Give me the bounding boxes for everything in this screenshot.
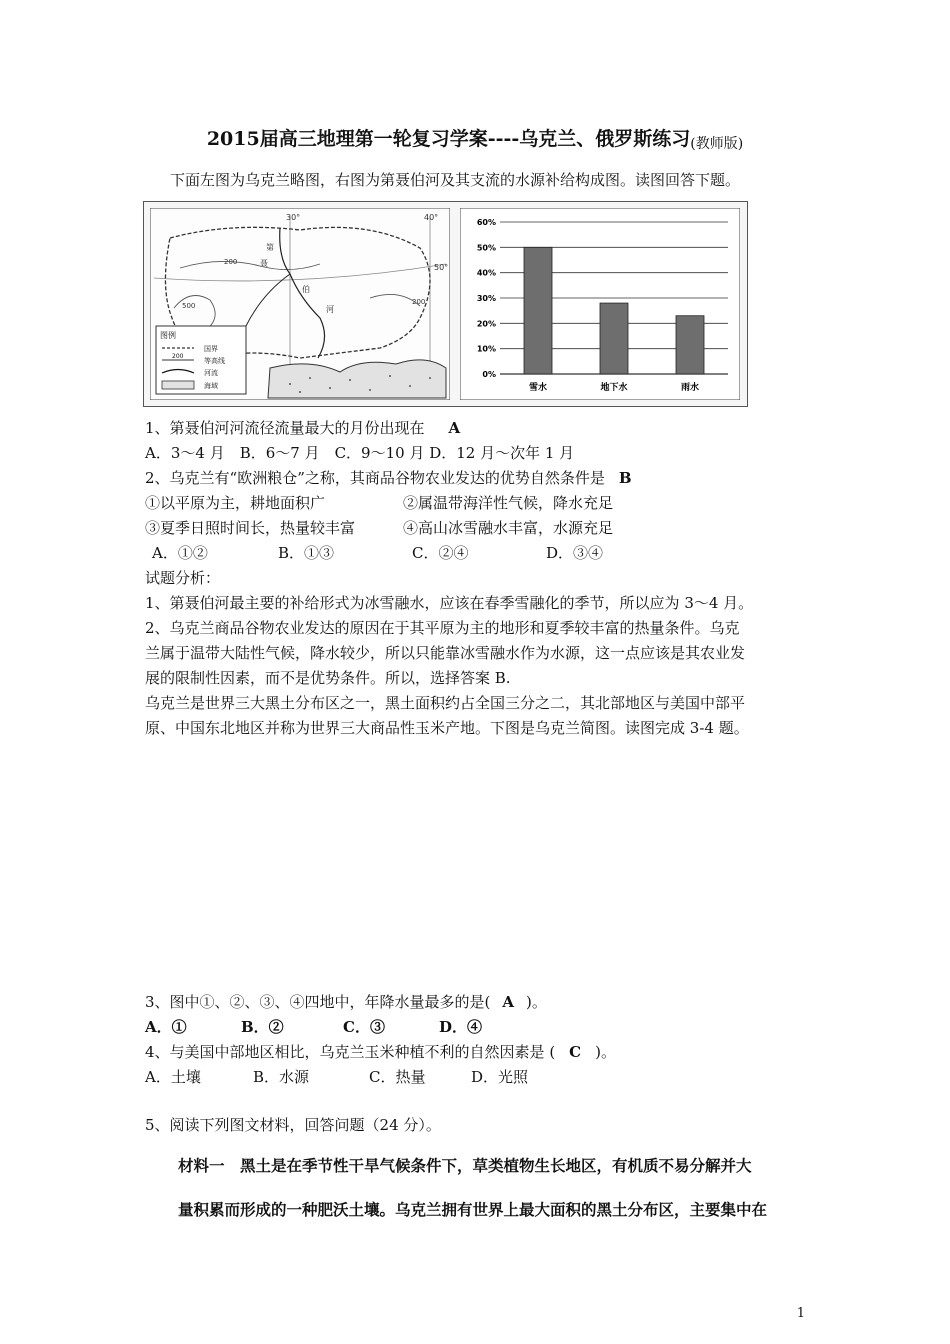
q2-item-1: ①以平原为主，耕地面积广 [145, 494, 326, 512]
q2-items-row-2 [145, 518, 613, 538]
q4-answer: C [569, 1043, 582, 1061]
q1-options: A．3～4 月 B．6～7 月 C．9～10 月 D．12 月～次年 1 月 [145, 444, 575, 462]
q2-item-4: ④高山冰雪融水丰富，水源充足 [403, 519, 614, 537]
lon-label-30: 30° [286, 213, 301, 222]
q4-option-d: D．光照 [471, 1068, 529, 1086]
q2-item-2: ②属温带海洋性气候，降水充足 [403, 494, 614, 512]
contour-label-2: 500 [182, 302, 196, 310]
ukraine-map [150, 208, 450, 400]
analysis-line-1: 1、第聂伯河最主要的补给形式为冰雪融水，应该在春季雪融化的季节，所以应为 3～4 月。 [145, 594, 754, 612]
q2-answer: B [618, 469, 632, 487]
q3-line [145, 992, 547, 1012]
place-char-2: 聂 [260, 259, 268, 268]
y-tick-label: 0% [482, 370, 496, 379]
q1-answer: A [448, 419, 461, 437]
q3-option-b: B．② [241, 1018, 284, 1036]
q2-item-3: ③夏季日照时间长，热量较丰富 [145, 519, 356, 537]
q2-option-c: C．②④ [412, 544, 469, 562]
legend-title: 图例 [160, 331, 176, 340]
map-legend [156, 326, 246, 394]
contour-label-3: 200 [412, 298, 426, 306]
x-category-label: 雪水 [528, 383, 548, 393]
page-title [0, 124, 950, 153]
y-tick-label: 60% [476, 218, 496, 227]
y-tick-label: 40% [476, 268, 496, 278]
y-tick-label: 50% [476, 243, 496, 253]
q3-option-c: C．③ [343, 1018, 385, 1036]
title-main: 2015届高三地理第一轮复习学案----乌克兰、俄罗斯练习 [206, 128, 691, 150]
bar-雨水 [676, 316, 704, 374]
q3-option-d: D．④ [439, 1018, 483, 1036]
q3-end: )。 [526, 993, 547, 1011]
lat-label-50: 50° [434, 263, 449, 272]
material-line-1: 材料一 黑土是在季节性干旱气候条件下，草类植物生长地区，有机质不易分解并大 [178, 1157, 752, 1175]
q4-end: )。 [595, 1043, 616, 1061]
analysis-line-2: 2、乌克兰商品谷物农业发达的原因在于其平原为主的地形和夏季较丰富的热量条件。乌克 [145, 619, 740, 637]
legend-border: 国界 [204, 345, 218, 353]
place-char-1: 第 [266, 243, 274, 252]
q1-stem: 1、第聂伯河河流径流量最大的月份出现在 [145, 419, 425, 437]
q2-items-row-1 [145, 493, 613, 513]
q4-option-c: C．热量 [369, 1068, 426, 1086]
lon-label-40: 40° [424, 213, 439, 222]
q3-stem: 3、图中①、②、③、④四地中，年降水量最多的是( [145, 993, 491, 1011]
q2-stem: 2、乌克兰有“欧洲粮仓”之称，其商品谷物农业发达的优势自然条件是 [145, 469, 605, 487]
x-category-label: 雨水 [680, 383, 700, 393]
legend-contour-sample: 200 [172, 353, 184, 360]
legend-river: 河流 [204, 369, 218, 377]
intro-text: 下面左图为乌克兰略图，右图为第聂伯河及其支流的水源补给构成图。读图回答下题。 [170, 171, 741, 189]
q3-answer: A [502, 993, 515, 1011]
q4-stem: 4、与美国中部地区相比，乌克兰玉米种植不利的自然因素是 ( [145, 1043, 556, 1061]
q3-option-a: A．① [145, 1018, 187, 1036]
analysis-line-6: 原、中国东北地区并称为世界三大商品性玉米产地。下图是乌克兰简图。读图完成 3-4 题。 [145, 719, 749, 737]
title-sub: (教师版) [690, 136, 744, 152]
y-tick-label: 20% [476, 319, 496, 329]
material-line-2: 量积累而形成的一种肥沃土壤。乌克兰拥有世界上最大面积的黑土分布区，主要集中在 [178, 1201, 768, 1219]
q2-option-a: A．①② [152, 544, 208, 562]
analysis-label: 试题分析： [145, 569, 221, 587]
q5-line: 5、阅读下列图文材料，回答问题（24 分）。 [145, 1116, 441, 1134]
analysis-line-5: 乌克兰是世界三大黑土分布区之一，黑土面积约占全国三分之二，其北部地区与美国中部平 [145, 694, 746, 712]
place-char-3: 伯 [302, 285, 310, 294]
q2-option-d: D．③④ [546, 544, 604, 562]
q2-options [152, 543, 603, 563]
figure-panel [143, 201, 748, 407]
water-source-bar-chart [460, 208, 740, 400]
y-tick-label: 10% [476, 344, 496, 354]
q4-option-a: A．土壤 [145, 1068, 201, 1086]
x-category-label: 地下水 [600, 383, 628, 393]
place-char-4: 河 [326, 305, 334, 314]
q4-options [145, 1067, 528, 1087]
bar-地下水 [600, 303, 628, 374]
y-tick-label: 30% [476, 294, 496, 303]
legend-contour: 等高线 [204, 357, 225, 365]
page-number: 1 [796, 1306, 805, 1321]
analysis-line-3: 兰属于温带大陆性气候，降水较少，所以只能靠冰雪融水作为水源，这一点应该是其农业发 [145, 644, 746, 662]
q4-option-b: B．水源 [253, 1068, 310, 1086]
legend-sea: 海域 [204, 382, 218, 390]
q3-options [145, 1017, 482, 1037]
q4-line [145, 1042, 616, 1062]
q1-line [145, 418, 460, 438]
contour-label-1: 200 [224, 258, 238, 266]
analysis-line-4: 展的限制性因素，而不是优势条件。所以，选择答案 B. [145, 669, 511, 687]
bar-雪水 [524, 247, 552, 374]
q2-line [145, 468, 632, 488]
q2-option-b: B．①③ [278, 544, 335, 562]
